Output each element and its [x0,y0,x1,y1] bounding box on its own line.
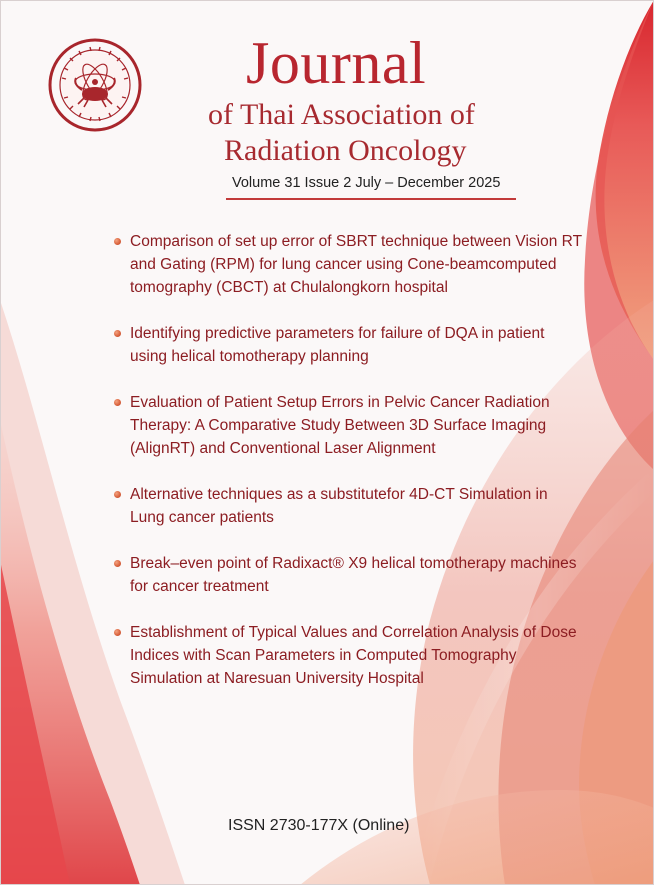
article-item [114,552,584,598]
article-title: Comparison of set up error of SBRT technique between Vision RT and Gating (RPM) for lung cancer using Cone-beamcomputed tomography (CBCT) at Chulalongkorn hospital [130,233,582,296]
article-title: Identifying predictive parameters for failure of DQA in patient using helical tomotherapy planning [130,325,545,365]
article-item [114,483,584,529]
article-item [114,230,584,299]
article-item [114,391,584,460]
bullet-icon [114,330,121,337]
article-title: Alternative techniques as a substitutefor 4D-CT Simulation in Lung cancer patients [130,486,548,526]
bullet-icon [114,629,121,636]
bullet-icon [114,560,121,567]
issue-info: Volume 31 Issue 2 July – December 2025 [232,175,501,191]
article-title: Break–even point of Radixact® X9 helical tomotherapy machines for cancer treatment [130,555,577,595]
article-item [114,322,584,368]
article-title: Establishment of Typical Values and Correlation Analysis of Dose Indices with Scan Parameters in Computed Tomography Simulation at Naresuan University Hospital [130,624,577,687]
bullet-icon [114,238,121,245]
journal-title-line-3: Radiation Oncology [224,134,467,167]
issn-number: ISSN 2730-177X (Online) [228,817,410,834]
title-divider [226,198,516,200]
bullet-icon [114,399,121,406]
journal-title: Journal [246,30,427,96]
article-title: Evaluation of Patient Setup Errors in Pelvic Cancer Radiation Therapy: A Comparative Study Between 3D Surface Imaging (AlignRT) and Conventional Laser Alignment [130,394,550,457]
article-item [114,621,584,690]
bullet-icon [114,491,121,498]
association-seal-icon [48,38,142,132]
article-list [114,230,584,690]
journal-title-line-2: of Thai Association of [208,98,475,131]
